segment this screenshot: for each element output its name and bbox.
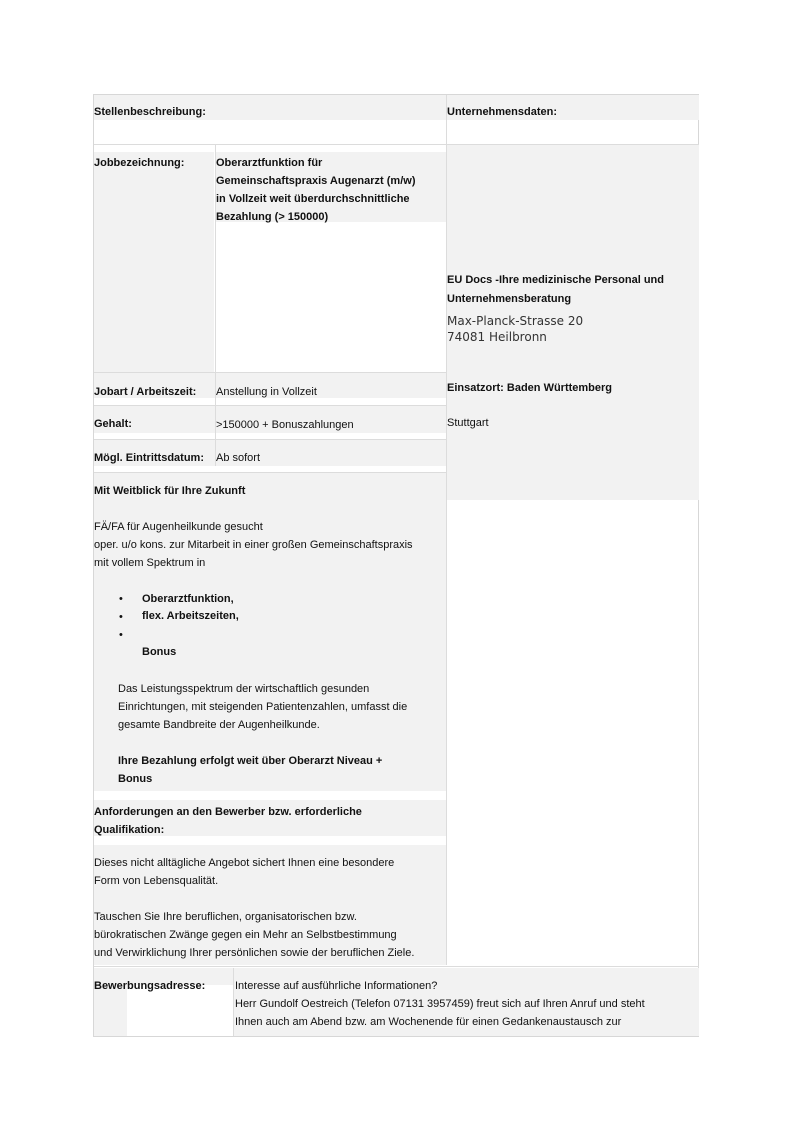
row-divider	[94, 966, 699, 967]
job-type-value: Anstellung in Vollzeit	[216, 386, 317, 398]
spectrum-line: Das Leistungsspektrum der wirtschaftlich gesunden	[118, 683, 370, 695]
location-label: Einsatzort: Baden Württemberg	[447, 382, 613, 394]
address-line: Max-Planck-Strasse 20	[447, 314, 584, 328]
intro-line: oper. u/o kons. zur Mitarbeit in einer großen Gemeinschaftspraxis	[94, 539, 413, 551]
bullet-icon: •	[119, 593, 123, 605]
job-title-line: in Vollzeit weit überdurchschnittliche	[216, 193, 410, 205]
application-divider	[233, 968, 234, 1036]
pay-line: Ihre Bezahlung erfolgt weit über Oberarzt Niveau +	[118, 755, 383, 767]
swap-line: bürokratischen Zwänge gegen ein Mehr an Selbstbestimmung	[94, 929, 397, 941]
bullet-item: Oberarztfunktion,	[142, 593, 234, 605]
salary-value: >150000 + Bonuszahlungen	[216, 419, 354, 431]
bonus-word: Bonus	[142, 646, 177, 658]
row-divider	[94, 472, 446, 473]
row-divider	[94, 439, 446, 440]
salary-label: Gehalt:	[94, 418, 132, 430]
spectrum-line: Einrichtungen, mit steigenden Patientenzahlen, umfasst die	[118, 701, 408, 713]
bullet-item: flex. Arbeitszeiten,	[142, 610, 239, 622]
job-title-label: Jobbezeichnung:	[94, 157, 185, 169]
location-city: Stuttgart	[447, 417, 489, 429]
company-heading: Unternehmensdaten:	[447, 106, 558, 118]
spectrum-line: gesamte Bandbreite der Augenheilkunde.	[118, 719, 320, 731]
application-line: Interesse auf ausführliche Informationen?	[235, 980, 438, 992]
application-line: Herr Gundolf Oestreich (Telefon 07131 3957459) freut sich auf Ihren Anruf und steht	[235, 998, 645, 1010]
swap-line: und Verwirklichung Ihrer persönlichen sowie der beruflichen Ziele.	[94, 947, 415, 959]
job-title-line: Gemeinschaftspraxis Augenarzt (m/w)	[216, 175, 416, 187]
job-description-heading: Stellenbeschreibung:	[94, 106, 206, 118]
intro-line: FÄ/FA für Augenheilkunde gesucht	[94, 521, 263, 533]
application-label: Bewerbungsadresse:	[94, 980, 206, 992]
job-title-line: Bezahlung (> 150000)	[216, 211, 329, 223]
job-title-label-band	[94, 152, 214, 372]
row-divider	[94, 144, 699, 145]
start-date-label: Mögl. Eintrittsdatum:	[94, 452, 204, 464]
bullet-icon: •	[119, 611, 123, 623]
section-heading: Mit Weitblick für Ihre Zukunft	[94, 485, 246, 497]
requirements-heading: Qualifikation:	[94, 824, 165, 836]
application-line: Ihnen auch am Abend bzw. am Wochenende für einen Gedankenaustausch zur	[235, 1016, 622, 1028]
bullet-icon: •	[119, 629, 123, 641]
column-divider	[446, 95, 447, 965]
swap-line: Tauschen Sie Ihre beruflichen, organisatorischen bzw.	[94, 911, 357, 923]
offer-line: Form von Lebensqualität.	[94, 875, 219, 887]
row-divider	[94, 372, 446, 373]
company-name-line: Unternehmensberatung	[447, 293, 572, 305]
company-name-line: EU Docs -Ihre medizinische Personal und	[447, 274, 664, 286]
row-divider	[94, 405, 446, 406]
requirements-heading: Anforderungen an den Bewerber bzw. erforderliche	[94, 806, 362, 818]
job-type-label: Jobart / Arbeitszeit:	[94, 386, 197, 398]
address-line: 74081 Heilbronn	[447, 330, 547, 344]
start-date-value: Ab sofort	[216, 452, 261, 464]
job-title-line: Oberarztfunktion für	[216, 157, 323, 169]
pay-line: Bonus	[118, 773, 153, 785]
offer-line: Dieses nicht alltägliche Angebot sichert Ihnen eine besondere	[94, 857, 395, 869]
intro-line: mit vollem Spektrum in	[94, 557, 206, 569]
